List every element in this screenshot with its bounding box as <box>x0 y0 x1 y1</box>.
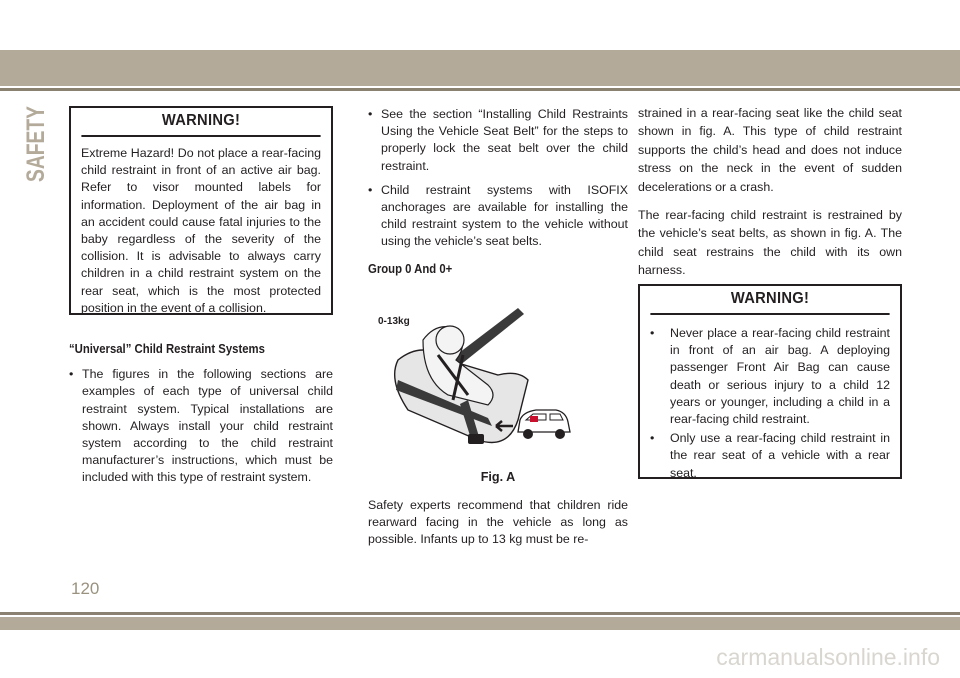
page-number: 120 <box>71 579 100 598</box>
list-item-text: Child restraint systems with ISOFIX anchorages are available for installing the child restraint system to the vehicle without using the vehicle’s seat belts. <box>381 182 628 249</box>
child-seat-illustration <box>368 300 574 446</box>
bullet-dot: • <box>69 367 74 382</box>
middle-paragraph <box>368 497 628 549</box>
warning-box-airbag <box>69 106 333 315</box>
section-tab-svg <box>20 104 48 184</box>
footer-band <box>0 612 960 630</box>
universal-section <box>69 341 333 494</box>
list-item <box>368 182 628 251</box>
warning-body <box>640 315 900 497</box>
list-item-text: Only use a rear-facing child restraint in the rear seat of a vehicle with a rear seat. <box>670 431 890 480</box>
footer-rule <box>0 612 960 615</box>
list-item-text: The figures in the following sections are examples of each type of universal child restraint system. Typical installations are shown. Always install your child restraint system according to the child restraint manufacturer’s instructions, which must be included with this type of restraint system. <box>82 367 333 485</box>
body-paragraph: Safety experts recommend that children ride rearward facing in the vehicle as long as possible. Infants up to 13 kg must be re- <box>368 498 628 547</box>
figure-weight-label: 0-13kg <box>378 316 410 327</box>
list-item-text: Never place a rear-facing child restraint in front of an air bag. A deploying passenger Front Air Bag can cause death or serious injury to a child 12 years or younger, including a child in a rear-facing child restraint. <box>670 326 890 427</box>
list-item <box>69 366 333 486</box>
list-item-text: See the section “Installing Child Restraints Using the Vehicle Seat Belt” for the steps to properly lock the seat belt over the child restraint. <box>381 107 628 173</box>
section-tab <box>20 104 48 184</box>
figure-caption: Fig. A <box>480 470 516 484</box>
list-item <box>368 106 628 175</box>
bullet-dot: • <box>650 326 655 340</box>
header-band <box>0 50 960 86</box>
bullet-dot: • <box>650 431 655 446</box>
section-heading: Group 0 And 0+ <box>368 261 453 276</box>
list-item <box>650 325 890 428</box>
section-tab-label: SAFETY <box>22 104 48 182</box>
warning-title: WARNING! <box>81 108 320 137</box>
body-paragraph: The rear-facing child restraint is restrained by the vehicle’s seat belts, as shown in fig. A. The child seat restrains the child with its own harness. <box>638 208 902 278</box>
warning-body: Extreme Hazard! Do not place a rear-facing child restraint in front of an active air bag. Refer to visor mounted labels for information. Deployment of the air bag in an accident could cause fatal injuries to the baby regardless of the severity of the collision. It is advisable to always carry children in a child restraint system on the rear seat, which is the most protected position in the event of a collision. <box>81 146 321 315</box>
header-rule <box>0 88 960 91</box>
bullet-dot: • <box>368 182 373 197</box>
right-column <box>638 104 902 280</box>
figure-rear-facing-seat <box>368 300 574 446</box>
section-heading: “Universal” Child Restraint Systems <box>69 342 265 356</box>
body-paragraph: strained in a rear-facing seat like the child seat shown in fig. A. This type of child restraint supports the child’s head and does not induce stress on the neck in the event of sudden decelerations or a crash. <box>638 106 902 194</box>
list-item <box>650 430 890 482</box>
footer-bar <box>0 617 960 630</box>
warning-title: WARNING! <box>650 286 889 315</box>
watermark-text: carmanualsonline.info <box>716 644 940 670</box>
warning-box-rear-facing <box>638 284 902 479</box>
middle-column <box>368 106 628 286</box>
bullet-dot: • <box>368 107 373 121</box>
